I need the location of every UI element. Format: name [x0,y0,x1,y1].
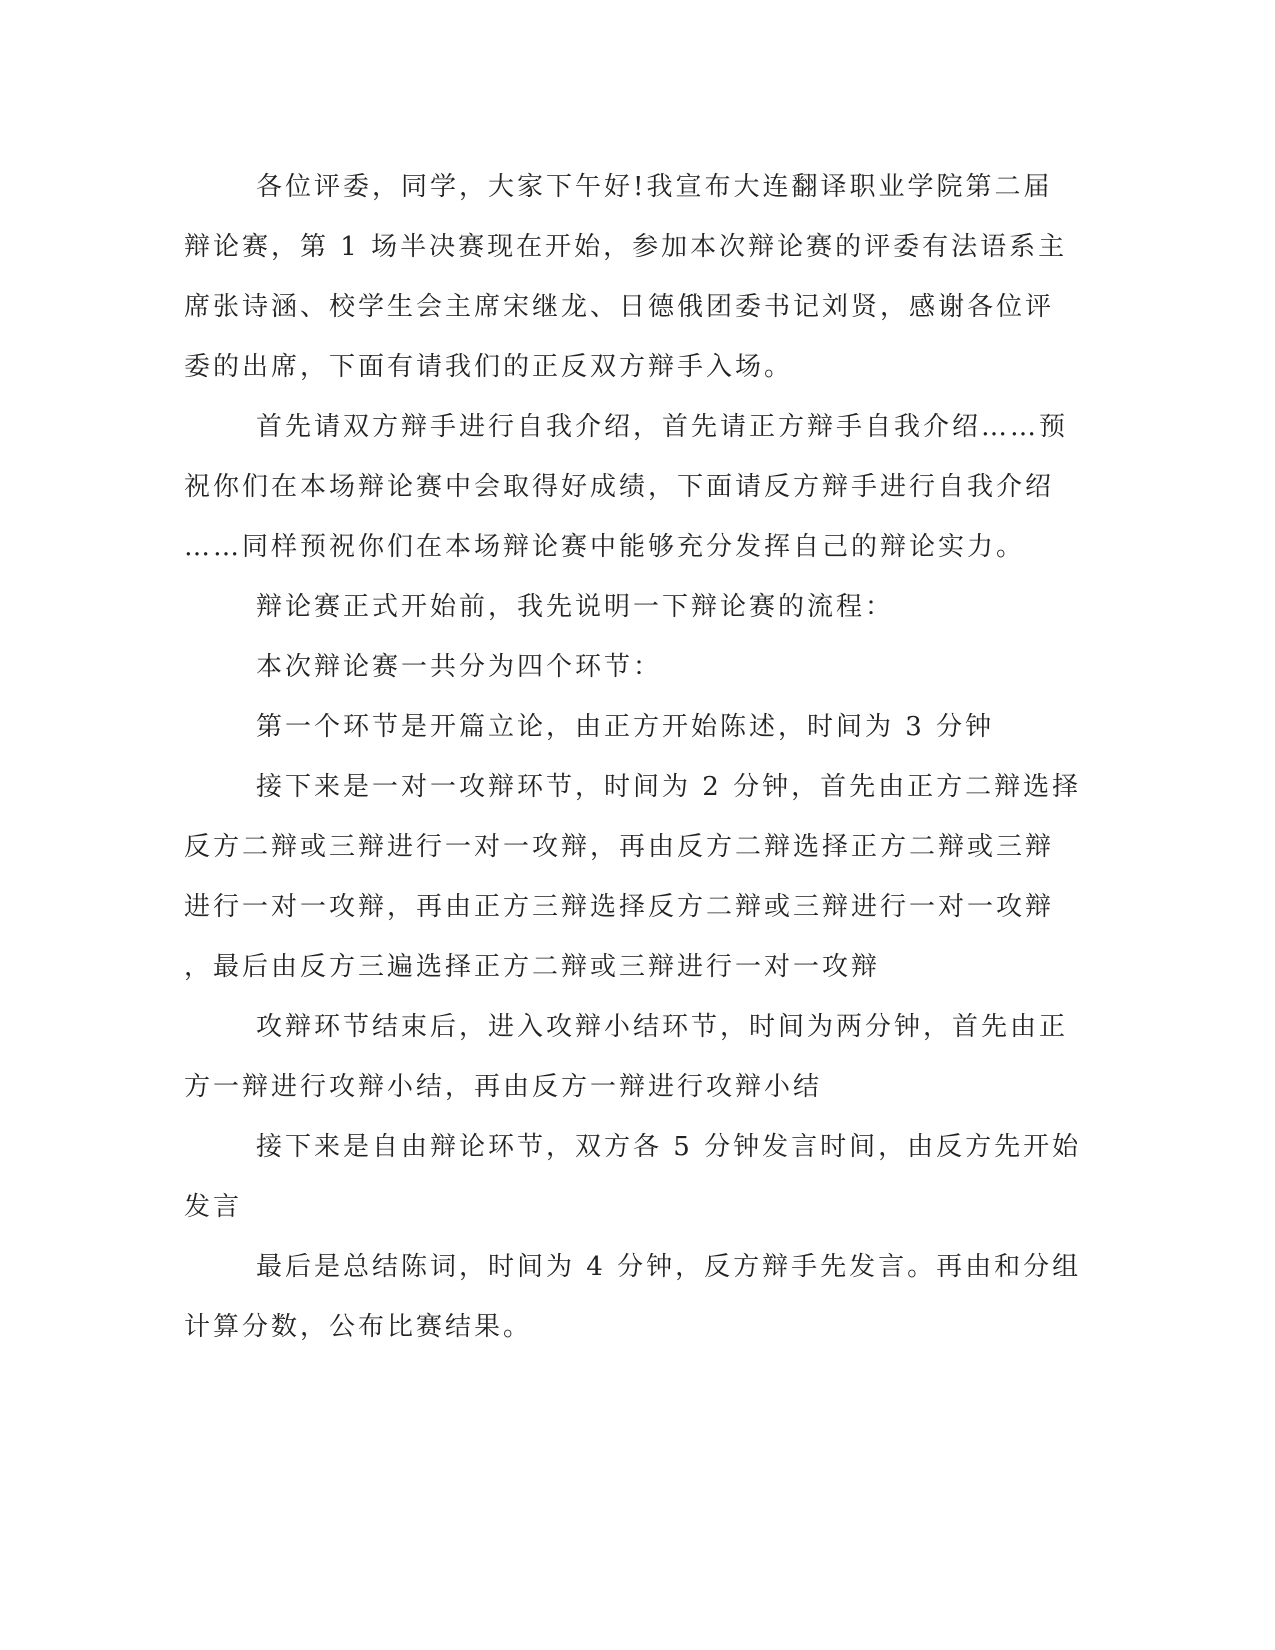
text-line: 祝你们在本场辩论赛中会取得好成绩，下面请反方辩手进行自我介绍 [184,472,1055,502]
text-line: 辩论赛正式开始前，我先说明一下辩论赛的流程： [256,592,895,622]
text-line: 辩论赛，第 1 场半决赛现在开始，参加本次辩论赛的评委有法语系主 [184,232,1068,262]
text-line: 接下来是一对一攻辩环节，时间为 2 分钟，首先由正方二辩选择 [256,772,1082,802]
text-line: 反方二辩或三辩进行一对一攻辩，再由反方二辩选择正方二辩或三辩 [184,832,1055,862]
text-line: 第一个环节是开篇立论，由正方开始陈述，时间为 3 分钟 [256,712,995,742]
text-line: 委的出席，下面有请我们的正反双方辩手入场。 [184,352,794,382]
text-line: 进行一对一攻辩，再由正方三辩选择反方二辩或三辩进行一对一攻辩 [184,892,1055,922]
text-line: 计算分数，公布比赛结果。 [184,1312,533,1342]
text-line: 发言 [184,1192,243,1222]
text-line: 方一辩进行攻辩小结，再由反方一辩进行攻辩小结 [184,1072,823,1102]
text-line: 本次辩论赛一共分为四个环节： [256,652,663,682]
text-line: 首先请双方辩手进行自我介绍，首先请正方辩手自我介绍……预 [256,412,1069,442]
text-line: 各位评委，同学，大家下午好!我宣布大连翻译职业学院第二届 [256,172,1053,202]
text-line: 接下来是自由辩论环节，双方各 5 分钟发言时间，由反方先开始 [256,1132,1082,1162]
text-line: ……同样预祝你们在本场辩论赛中能够充分发挥自己的辩论实力。 [184,532,1026,562]
text-line: 攻辩环节结束后，进入攻辩小结环节，时间为两分钟，首先由正 [256,1012,1069,1042]
text-line: ，最后由反方三遍选择正方二辩或三辩进行一对一攻辩 [184,952,881,982]
text-line: 席张诗涵、校学生会主席宋继龙、日德俄团委书记刘贤，感谢各位评 [184,292,1055,322]
text-line: 最后是总结陈词，时间为 4 分钟，反方辩手先发言。再由和分组 [256,1252,1082,1282]
